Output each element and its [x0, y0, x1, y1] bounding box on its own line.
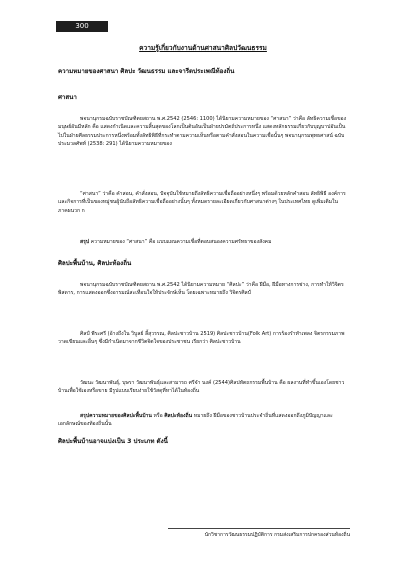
religion-heading-block	[58, 93, 348, 102]
folkart-types-heading: ศิลปะพื้นบ้านอาจแบ่งเป็น 3 ประเภท ดังนี้	[58, 438, 168, 445]
religion-heading: ศาสนา	[58, 94, 77, 101]
folkart-heading-block	[58, 259, 348, 268]
folkart-paragraph-2	[58, 330, 348, 347]
folkart-types-heading-block	[58, 437, 348, 446]
folkart-handicraft-paragraph: วัฒนะ วัฒนาพันธุ์, บุษรา วัฒนาพันธุ์และสามารถ ศรีจำ นงค์ (2544)ศิลปหัตถกรรมพื้นบ้าน คือ ผลงานที่ทำขึ้นเองโดยชาวบ้านเพื่อใช้เองหรือขาย มีรูปแบบเรียบง่ายใช้วัสดุที่หาได้ในท้องถิ่น	[58, 380, 345, 395]
folkart-summary-text: หมายถึง ฝีมือของชาวบ้านประจำถิ่นที่แสดงออกถึงภูมิปัญญาและเอกลักษณ์ของท้องถิ่นนั้น	[58, 413, 333, 428]
folkart-summary-mid: หรือ	[151, 413, 165, 419]
folkart-paragraph-1	[58, 281, 348, 298]
religion-summary-label: สรุป	[80, 239, 90, 245]
religion-meaning-paragraph: “ศาสนา” ว่าคือ คำสอน, คำสั่งสอน, ปัจจุบันใช้หมายถึงลัทธิความเชื่อถืออย่างหนึ่งๆ พร้อมด้วยหลักคำสอน ลัทธิพิธี องค์การและกิจการที่เป็นของหมู่ชนผู้นับถือลัทธิความเชื่อถืออย่างนั้นๆ ทั้งหมดรายละเอียดเกี่ยวกับศาสนาต่างๆ ในประเทศไทย ดูเพิ่มเติมใน ภาคผนวก ก	[58, 191, 346, 214]
document-body	[58, 44, 348, 445]
folkart-summary-label-2: ศิลปะท้องถิ่น	[164, 413, 193, 419]
religion-paragraph-2	[58, 190, 348, 215]
page-number-badge: 300	[56, 21, 108, 32]
religion-definition-paragraph: พจนานุกรมฉบับราชบัณฑิตยสถาน พ.ศ.2542 (2546: 1100) ได้นิยามความหมายของ “ศาสนา” ว่าคือ ลัทธิความเชื่อของมนุษย์อันมีหลัก คือ แสดงกำเนิดและความสิ้นสุดของโลกเป็นต้นอันเป็นฝ่ายปรมัตถ์ประการหนึ่ง แสดงหลักธรรมเกี่ยวกับบุญบาปอันเป็นไปในฝ่ายศีลธรรมประการหนึ่งพร้อมทั้งลัทธิพิธีที่กระทำตามความเห็นหรือตามคำสั่งสอนในความเชื่อนั้นๆ พจนานุกรมพุทธศาสน์ ฉบับประมวลศัพท์ (2538: 291) ได้นิยามความหมายของ	[58, 116, 347, 148]
religion-summary	[58, 238, 348, 246]
religion-summary-text: ความหมายของ “ศาสนา” คือ แบบแผนความเชื่อที่ตอบสนองความศรัทธาของสังคม	[89, 239, 272, 245]
folkart-silpa-paragraph: ศิลป์ พีระศรี (อ้างถึงใน วิบูลย์ ลี้สุวรรณ, ศิลปะชาวบ้าน 2519) ศิลปะชาวบ้าน(Folk Art) การร้องรำทำเพลง จิตรกรรมภาพวาดเขียนและอื่นๆ ซึ่งมีกำเนิดมาจากชีวิตจิตใจของประชาชน เรียกว่า ศิลปะชาวบ้าน	[58, 331, 345, 346]
section-heading: ความหมายของศาสนา ศิลปะ วัฒนธรรม และจารีตประเพณีท้องถิ่น	[58, 68, 235, 75]
folkart-paragraph-3	[58, 379, 348, 396]
folkart-summary-label: สรุปความหมายของศิลปะพื้นบ้าน	[80, 413, 152, 419]
page-footer: นักวิชาการวัฒนธรรมปฏิบัติการ กรมส่งเสริมการปกครองส่วนท้องถิ่น	[168, 528, 350, 539]
folkart-definition-paragraph: พจนานุกรมฉบับราชบัณฑิตยสถาน พ.ศ.2542 ได้นิยามความหมาย “ศิลปะ” ว่าคือ ฝีมือ, ฝีมือทางการช่าง, การทำให้วิจิตรพิสดาร, การแสดงออกซึ่งอารมณ์สะเทือนใจให้ประจักษ์เห็น โดยเฉพาะหมายถึง วิจิตรศิลป์	[58, 282, 344, 297]
section-heading-block	[58, 67, 348, 76]
folkart-summary	[58, 412, 348, 429]
folkart-summary-block	[58, 412, 348, 429]
religion-summary-block	[58, 238, 348, 246]
folkart-heading: ศิลปะพื้นบ้าน, ศิลปะท้องถิ่น	[58, 260, 132, 267]
document-title: ความรู้เกี่ยวกับงานด้านศาสนาศิลปวัฒนธรรม	[139, 44, 267, 52]
religion-paragraph-1	[58, 115, 348, 149]
